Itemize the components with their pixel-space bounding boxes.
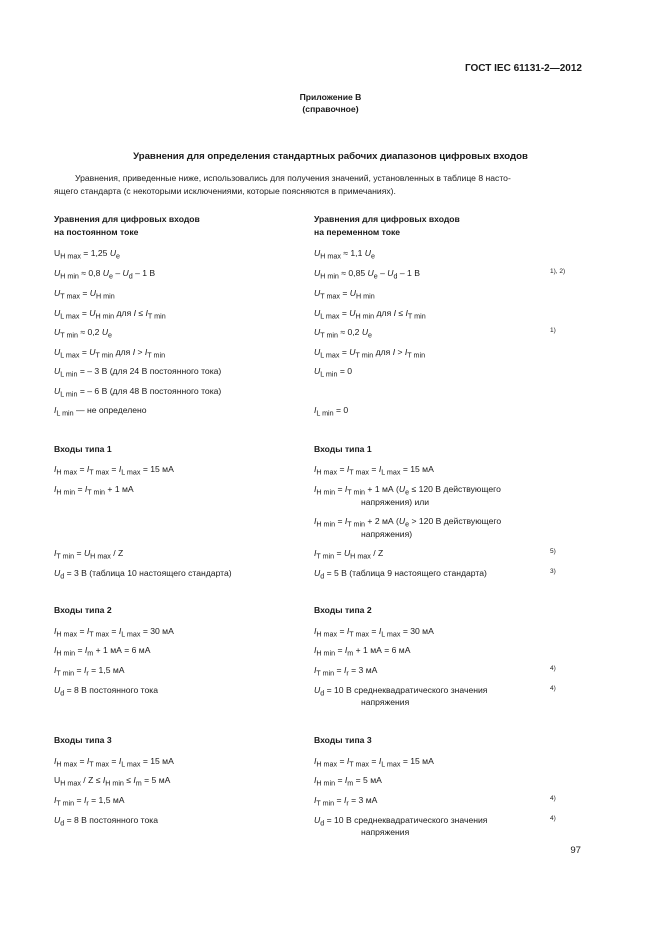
- intro-paragraph: [54, 172, 582, 197]
- type1-ac-equation: напряжения) или: [361, 497, 430, 507]
- type3-dc-equation: $U_{H max} / Z \le I_{H min} \le I_m = 5$ мА: [54, 775, 171, 788]
- ac-column-heading-2: на переменном токе: [314, 227, 401, 237]
- general-dc-equation: $U_{L min}$ = – 3 В (для 24 В постоянного тока): [54, 366, 222, 379]
- general-ac-equation: $U_{T max} = U_{H min}$: [314, 288, 375, 301]
- ac-section-heading: Входы типа 1: [314, 444, 372, 454]
- type2-dc-equation: $I_{T min} = I_r = 1,5$ мА: [54, 665, 125, 678]
- intro-line-1: Уравнения, приведенные ниже, использовались для получения значений, установленных в таблице 8 насто-: [75, 173, 511, 183]
- dc-section-heading: Входы типа 3: [54, 735, 112, 745]
- dc-section-heading: Входы типа 1: [54, 444, 112, 454]
- general-dc-equation: $U_{H max} = 1,25$ $U_e$: [54, 248, 121, 261]
- general-ac-equation: $I_{L min} = 0$: [314, 405, 349, 418]
- general-ac-equation: $U_{L max} = U_{H min}$ для $I \le I_{T min}$: [314, 308, 426, 321]
- type3-ac-equation: напряжения: [361, 827, 410, 837]
- type1-dc-equation: $U_d = 3$ В (таблица 10 настоящего стандарта): [54, 568, 232, 581]
- type1-dc-equation: $I_{T min} = U_{H max} / Z$: [54, 548, 124, 561]
- general-dc-equation: $I_{L min}$ — не определено: [54, 405, 147, 418]
- appendix-subtitle: (справочное): [302, 104, 359, 114]
- type1-ac-equation: $I_{H min} = I_{T min} + 1$ мА ($U_e \le 120$ В действующего: [314, 484, 501, 497]
- ac-section-heading: Входы типа 3: [314, 735, 372, 745]
- type3-footnote-ref: 4): [550, 815, 556, 822]
- general-dc-equation: $U_{L min}$ = – 6 В (для 48 В постоянного тока): [54, 386, 222, 399]
- dc-column-heading-2: на постоянном токе: [54, 227, 139, 237]
- ac-section-heading: Входы типа 2: [314, 605, 372, 615]
- type1-ac-equation: $I_{T min} = U_{H max} / Z$: [314, 548, 384, 561]
- ac-column-heading-1: Уравнения для цифровых входов: [314, 214, 460, 224]
- type3-dc-equation: $U_d = 8$ В постоянного тока: [54, 815, 159, 828]
- type3-ac-equation: $I_{T min} = I_r = 3$ мА: [314, 795, 378, 808]
- type2-footnote-ref: 4): [550, 685, 556, 692]
- general-ac-equation: $U_{H max} \approx 1,1$ $U_e$: [314, 248, 375, 261]
- general-footnote-ref: 1), 2): [550, 268, 566, 275]
- dc-section-heading: Входы типа 2: [54, 605, 112, 615]
- general-ac-equation: $U_{H min} \approx 0,85$ $U_e - U_d - 1$ В: [314, 268, 420, 281]
- type2-ac-equation: напряжения: [361, 697, 410, 707]
- general-ac-equation: $U_{L min} = 0$: [314, 366, 353, 379]
- type1-dc-equation: $I_{H max} = I_{T max} = I_{L max} = 15$ мА: [54, 464, 174, 477]
- type1-ac-equation: напряжения): [361, 529, 413, 539]
- section-title: Уравнения для определения стандартных рабочих диапазонов цифровых входов: [133, 151, 528, 162]
- general-dc-equation: $U_{L max} = U_{H min}$ для $I \le I_{T min}$: [54, 308, 166, 321]
- general-ac-equation: $U_{T min} \approx 0,2$ $U_e$: [314, 327, 373, 340]
- type3-ac-equation: $I_{H min} = I_m = 5$ мА: [314, 775, 382, 788]
- type2-dc-equation: $I_{H max} = I_{T max} = I_{L max} = 30$ мА: [54, 626, 174, 639]
- type3-footnote-ref: 4): [550, 795, 556, 802]
- type1-ac-equation: $I_{H min} = I_{T min} + 2$ мА ($U_e > 120$ В действующего: [314, 516, 502, 529]
- type1-ac-equation: $I_{H max} = I_{T max} = I_{L max} = 15$ мА: [314, 464, 434, 477]
- type3-dc-equation: $I_{T min} = I_r = 1,5$ мА: [54, 795, 125, 808]
- type1-footnote-ref: 3): [550, 568, 556, 575]
- page-number: 97: [570, 845, 581, 856]
- general-dc-equation: $U_{H min} \approx 0,8$ $U_e - U_d - 1$ В: [54, 268, 156, 281]
- dc-column-heading-1: Уравнения для цифровых входов: [54, 214, 200, 224]
- type2-dc-equation: $U_d = 8$ В постоянного тока: [54, 685, 159, 698]
- standard-designation: ГОСТ IEC 61131-2—2012: [464, 63, 582, 74]
- type2-ac-equation: $I_{H max} = I_{T max} = I_{L max} = 30$ мА: [314, 626, 434, 639]
- type2-ac-equation: $U_d = 10$ В среднеквадратического значения: [314, 685, 488, 698]
- intro-line-2: ящего стандарта (с некоторыми исключениями, которые поясняются в примечаниях).: [54, 185, 396, 196]
- general-dc-equation: $U_{T max} = U_{H min}$: [54, 288, 115, 301]
- type1-dc-equation: $I_{H min} = I_{T min} + 1$ мА: [54, 484, 134, 497]
- general-footnote-ref: 1): [550, 327, 556, 334]
- type1-footnote-ref: 5): [550, 548, 556, 555]
- type2-dc-equation: $I_{H min} = I_m + 1$ мА = 6 мА: [54, 645, 151, 658]
- type2-ac-equation: $I_{H min} = I_m + 1$ мА = 6 мА: [314, 645, 411, 658]
- type3-ac-equation: $U_d = 10$ В среднеквадратического значения: [314, 815, 488, 828]
- type3-dc-equation: $I_{H max} = I_{T max} = I_{L max} = 15$ мА: [54, 756, 174, 769]
- appendix-title: Приложение В: [299, 92, 362, 102]
- general-ac-equation: $U_{L max} = U_{T min}$ для $I > I_{T min}$: [314, 347, 426, 360]
- type2-ac-equation: $I_{T min} = I_r = 3$ мА: [314, 665, 378, 678]
- general-dc-equation: $U_{T min} \approx 0,2$ $U_e$: [54, 327, 113, 340]
- type2-footnote-ref: 4): [550, 665, 556, 672]
- type1-ac-equation: $U_d = 5$ В (таблица 9 настоящего стандарта): [314, 568, 487, 581]
- general-dc-equation: $U_{L max} = U_{T min}$ для $I > I_{T min}$: [54, 347, 166, 360]
- type3-ac-equation: $I_{H max} = I_{T max} = I_{L max} = 15$ мА: [314, 756, 434, 769]
